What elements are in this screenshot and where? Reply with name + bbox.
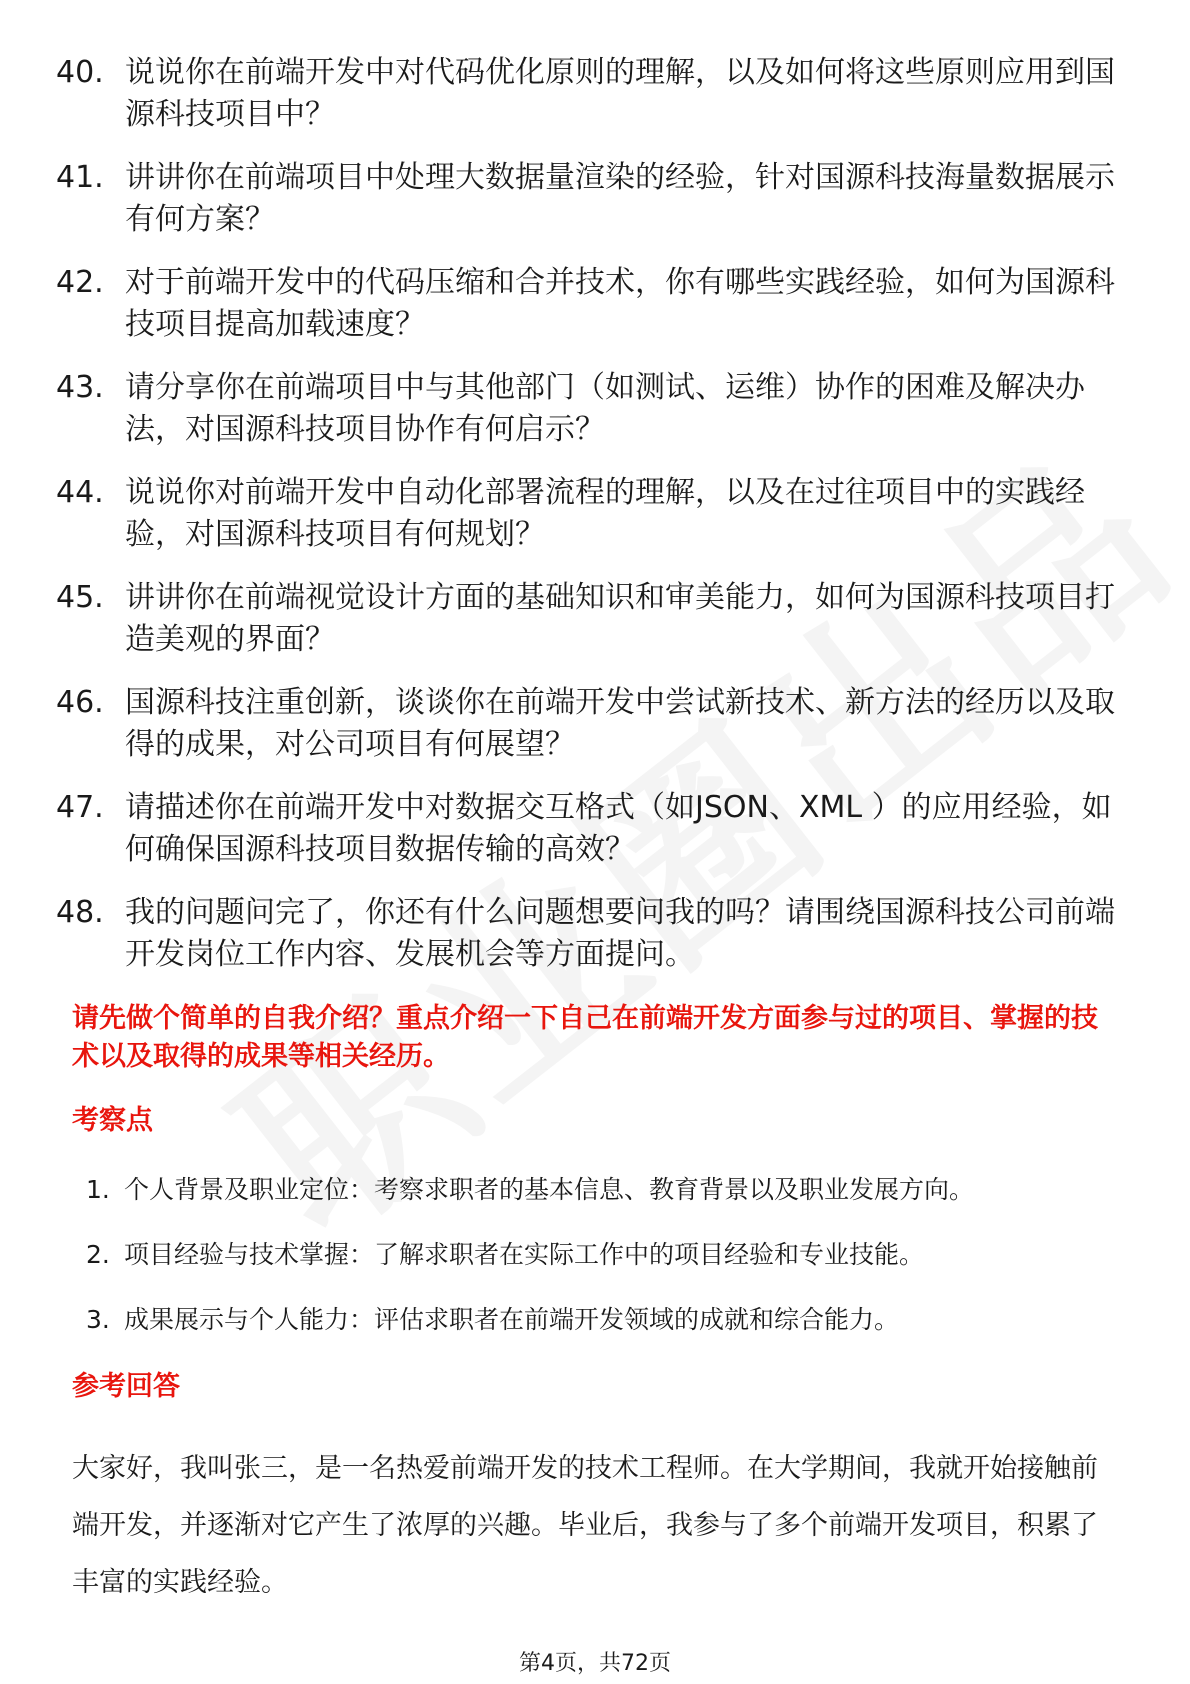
question-text: 对于前端开发中的代码压缩和合并技术，你有哪些实践经验，如何为国源科技项目提高加载速度？ <box>125 265 1115 342</box>
question-number: 40. <box>56 55 104 90</box>
point-text: 个人背景及职业定位：考察求职者的基本信息、教育背景以及职业发展方向。 <box>124 1175 975 1204</box>
point-number: 1. <box>86 1175 110 1204</box>
question-text: 请分享你在前端项目中与其他部门（如测试、运维）协作的困难及解决办法，对国源科技项目协作有何启示？ <box>125 370 1085 447</box>
point-text: 成果展示与个人能力：评估求职者在前端开发领域的成就和综合能力。 <box>124 1305 900 1334</box>
question-text: 我的问题问完了，你还有什么问题想要问我的吗？请围绕国源科技公司前端开发岗位工作内容、发展机会等方面提问。 <box>125 895 1115 972</box>
reference-answer: 大家好，我叫张三，是一名热爱前端开发的技术工程师。在大学期间，我就开始接触前端开发，并逐渐对它产生了浓厚的兴趣。毕业后，我参与了多个前端开发项目，积累了丰富的实践经验。 <box>72 1453 1098 1598</box>
assessment-points <box>86 1172 1136 1367</box>
point-number: 2. <box>86 1240 110 1269</box>
point-text: 项目经验与技术掌握：了解求职者在实际工作中的项目经验和专业技能。 <box>124 1240 925 1269</box>
question-number: 48. <box>56 895 104 930</box>
question-text: 说说你在前端开发中对代码优化原则的理解，以及如何将这些原则应用到国源科技项目中？ <box>125 55 1115 132</box>
point-number: 3. <box>86 1305 110 1334</box>
question-text: 国源科技注重创新，谈谈你在前端开发中尝试新技术、新方法的经历以及取得的成果，对公司项目有何展望？ <box>125 685 1115 762</box>
assessment-title: 考察点 <box>72 1105 153 1136</box>
question-item <box>56 157 1136 241</box>
reference-title: 参考回答 <box>72 1371 180 1402</box>
question-text: 讲讲你在前端项目中处理大数据量渲染的经验，针对国源科技海量数据展示有何方案？ <box>125 160 1115 237</box>
question-number: 41. <box>56 160 104 195</box>
question-item <box>56 367 1136 451</box>
assessment-point <box>86 1237 1136 1273</box>
intro-question: 请先做个简单的自我介绍？重点介绍一下自己在前端开发方面参与过的项目、掌握的技术以及取得的成果等相关经历。 <box>72 1003 1098 1072</box>
question-number: 43. <box>56 370 104 405</box>
question-number: 45. <box>56 580 104 615</box>
assessment-point <box>86 1172 1136 1208</box>
question-item <box>56 682 1136 766</box>
assessment-point <box>86 1302 1136 1338</box>
question-item <box>56 472 1136 556</box>
question-text: 说说你对前端开发中自动化部署流程的理解，以及在过往项目中的实践经验，对国源科技项目有何规划？ <box>125 475 1085 552</box>
question-text: 讲讲你在前端视觉设计方面的基础知识和审美能力，如何为国源科技项目打造美观的界面？ <box>125 580 1115 657</box>
page-footer: 第4页，共72页 <box>519 1651 671 1676</box>
question-number: 46. <box>56 685 104 720</box>
question-number: 42. <box>56 265 104 300</box>
question-number: 44. <box>56 475 104 510</box>
question-item <box>56 787 1136 871</box>
question-item <box>56 577 1136 661</box>
question-item <box>56 262 1136 346</box>
question-list <box>56 52 1136 997</box>
question-item <box>56 892 1136 976</box>
question-text: 请描述你在前端开发中对数据交互格式（如JSON、XML ）的应用经验，如何确保国源科技项目数据传输的高效？ <box>125 790 1112 867</box>
question-item <box>56 52 1136 136</box>
question-number: 47. <box>56 790 104 825</box>
